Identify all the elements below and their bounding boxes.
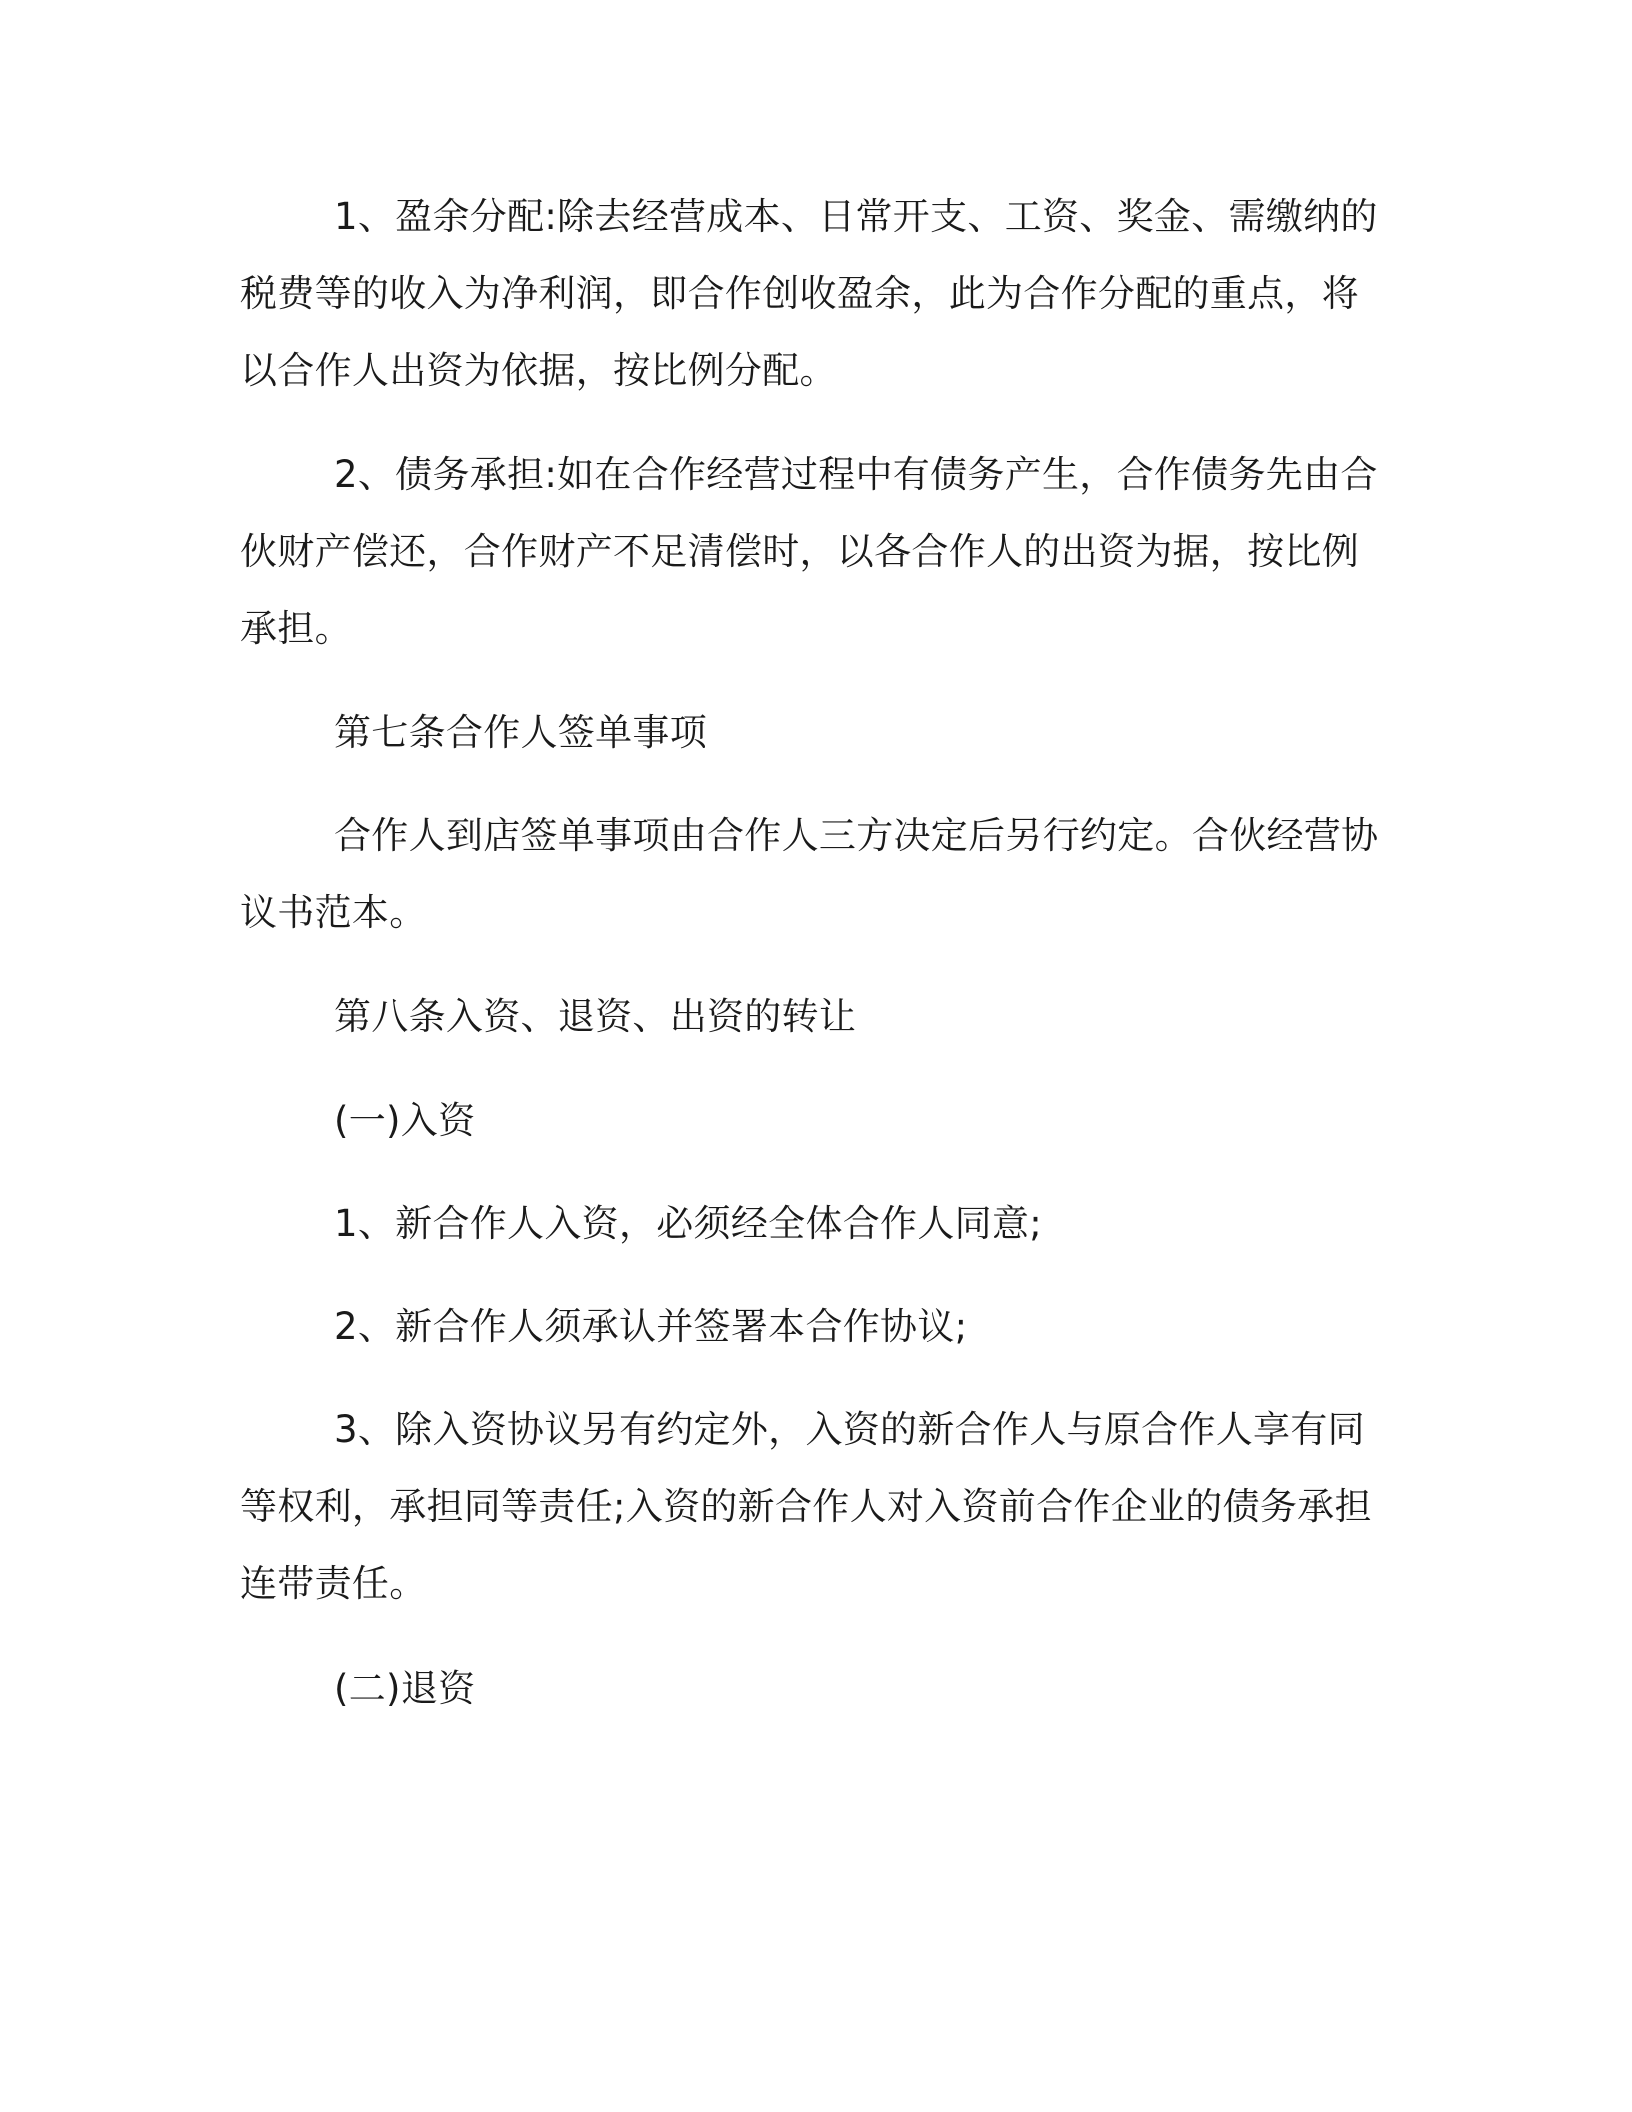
section-entry-heading: (一)入资 [334, 1099, 476, 1142]
list-item-entry-2: 2、新合作人须承认并签署本合作协议; [334, 1305, 968, 1348]
list-item-entry-3: 3、除入资协议另有约定外，入资的新合作人与原合作人享有同等权利，承担同等责任;入资的新合作人对入资前合作企业的债务承担连带责任。 [240, 1408, 1372, 1605]
paragraph-profit-distribution: 1、盈余分配:除去经营成本、日常开支、工资、奖金、需缴纳的税费等的收入为净利润，即合作创收盈余，此为合作分配的重点，将以合作人出资为依据，按比例分配。 [240, 195, 1378, 392]
paragraph-debt-bearing: 2、债务承担:如在合作经营过程中有债务产生，合作债务先由合伙财产偿还，合作财产不足清偿时，以各合作人的出资为据，按比例承担。 [240, 453, 1378, 650]
article-8-heading: 第八条入资、退资、出资的转让 [334, 995, 857, 1038]
paragraph-article-7-body: 合作人到店签单事项由合作人三方决定后另行约定。合伙经营协议书范本。 [240, 814, 1379, 934]
section-withdrawal-heading: (二)退资 [334, 1667, 476, 1710]
article-7-heading: 第七条合作人签单事项 [334, 711, 707, 754]
list-item-entry-1: 1、新合作人入资，必须经全体合作人同意; [334, 1202, 1043, 1245]
